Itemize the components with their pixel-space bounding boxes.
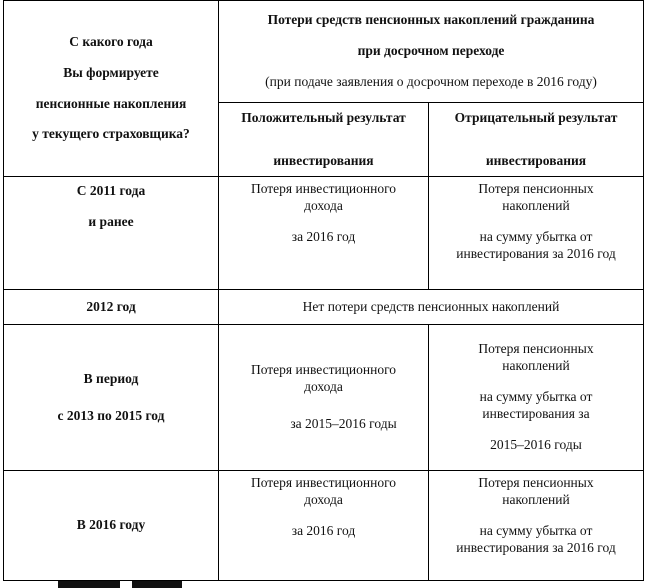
row-neg-line: накоплений	[502, 491, 570, 507]
row-pos-line: дохода	[304, 379, 343, 395]
row-year-line: и ранее	[88, 213, 134, 229]
pension-table	[3, 0, 644, 581]
row-neg-line: инвестирования за 2016 год	[456, 245, 616, 261]
header-col2-line: при досрочном переходе	[357, 43, 505, 59]
header-col2-note: (при подаче заявления о досрочном переходе в 2016 году)	[265, 73, 597, 89]
row-neg-line: Потеря пенсионных	[478, 341, 594, 357]
row-neg-line: Потеря пенсионных	[478, 475, 594, 490]
header-col1-line: пенсионные накопления	[35, 95, 187, 111]
header-col2-line: Потери средств пенсионных накоплений гражданина	[267, 12, 595, 28]
row-negative-cell	[429, 471, 644, 581]
row-positive-cell	[219, 325, 429, 471]
row-pos-line: Потеря инвестиционного	[250, 181, 397, 196]
row-positive-cell	[219, 471, 429, 581]
header-pos-line: инвестирования	[273, 152, 374, 168]
row-neg-line: на сумму убытка от	[479, 522, 593, 538]
header-negative-result	[429, 103, 644, 177]
row-pos-line: Потеря инвестиционного	[250, 475, 397, 490]
row-year-line: С 2011 года	[76, 183, 146, 198]
row-neg-line: на сумму убытка от	[479, 389, 593, 405]
row-year-cell: 2012 год	[4, 290, 219, 325]
cropped-text-fragment	[132, 581, 182, 588]
header-losses-title	[219, 1, 644, 103]
table-row	[4, 290, 644, 325]
table-row	[4, 325, 644, 471]
row-neg-line: Потеря пенсионных	[478, 181, 594, 196]
row-pos-line: за 2016 год	[291, 228, 356, 244]
header-row-1	[4, 1, 644, 103]
header-pos-line: Положительный результат	[241, 109, 406, 125]
row-pos-line: дохода	[304, 197, 343, 213]
row-negative-cell	[429, 325, 644, 471]
row-year-line: с 2013 по 2015 год	[57, 407, 165, 423]
row-year-cell	[4, 177, 219, 290]
row-neg-line: накоплений	[502, 358, 570, 374]
row-year-line: В период	[83, 370, 139, 386]
header-neg-line: инвестирования	[485, 152, 587, 168]
row-neg-line: на сумму убытка от	[479, 228, 593, 244]
header-year-question	[4, 1, 219, 177]
table-row	[4, 177, 644, 290]
header-positive-result	[219, 103, 429, 177]
row-positive-cell	[219, 177, 429, 290]
header-col1-line: у текущего страховщика?	[32, 126, 190, 142]
row-neg-line: инвестирования за 2016 год	[456, 539, 616, 555]
header-col1-line: С какого года	[69, 33, 153, 49]
cropped-text-fragment	[58, 581, 120, 588]
row-pos-line: за 2016 год	[291, 522, 356, 538]
row-negative-cell	[429, 177, 644, 290]
table-row	[4, 471, 644, 581]
row-year-cell	[4, 325, 219, 471]
header-col1-line: Вы формируете	[63, 64, 159, 80]
row-pos-line: Потеря инвестиционного	[250, 362, 397, 378]
row-neg-line: 2015–2016 годы	[490, 436, 582, 452]
row-year-cell: В 2016 году	[4, 471, 219, 581]
row-pos-line: дохода	[304, 491, 343, 507]
row-neg-line: накоплений	[502, 197, 570, 213]
header-neg-line: Отрицательный результат	[454, 109, 618, 125]
row-merged-cell: Нет потери средств пенсионных накоплений	[219, 290, 644, 325]
row-pos-line: за 2015–2016 годы	[290, 415, 397, 431]
row-neg-line: инвестирования за	[482, 405, 590, 421]
